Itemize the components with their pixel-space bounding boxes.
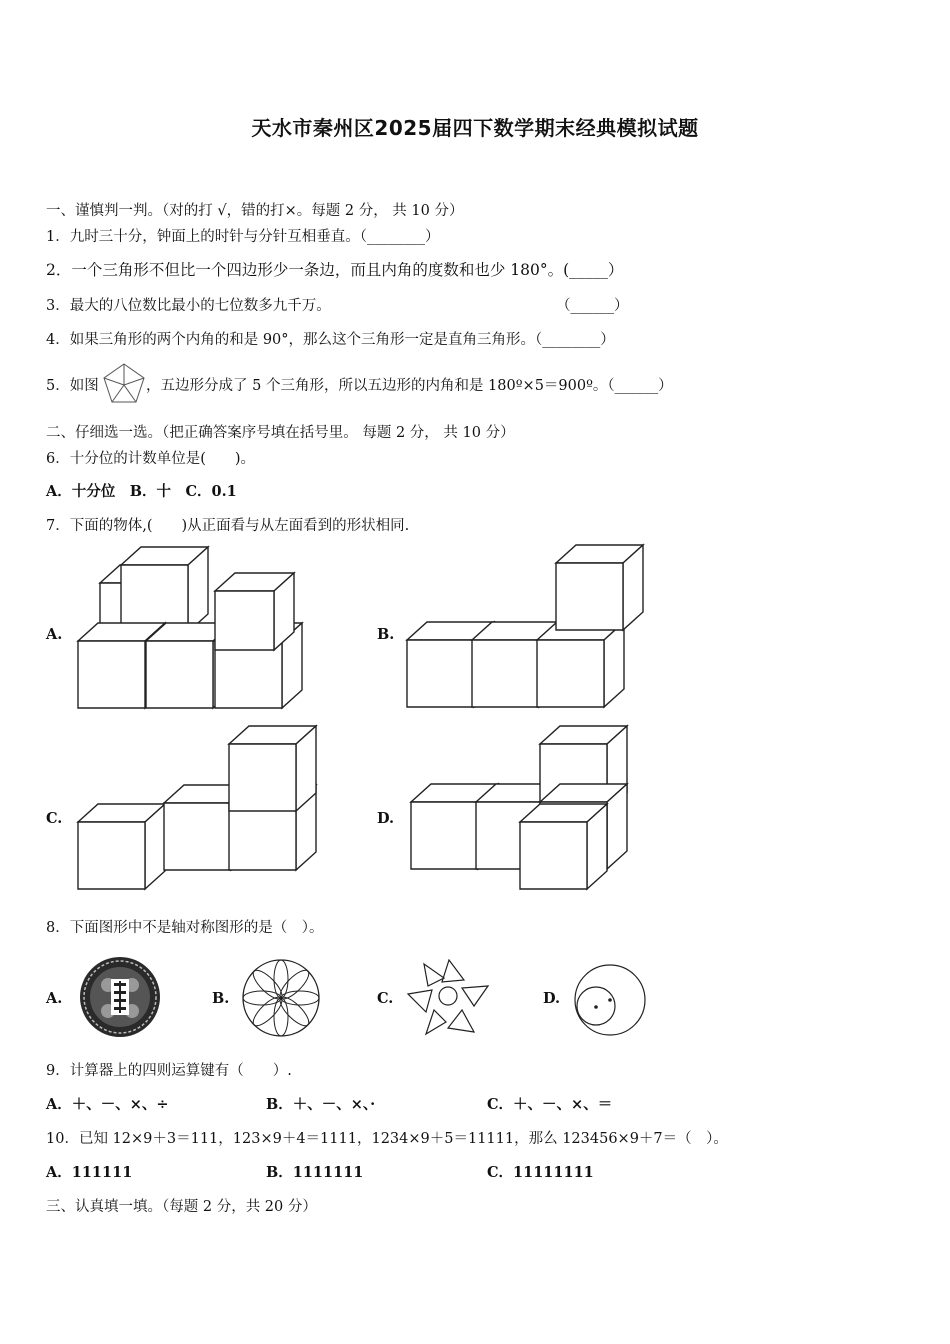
fig-a-cube-3-front [215,641,282,708]
q7-label-c: C. [46,810,63,827]
question-2: 2．一个三角形不但比一个四边形少一条边，而且内角的度数和也少 180°。(_____） [46,261,624,279]
fig-b-cube-3-front [537,640,604,707]
section3-header: 三、认真填一填。（每题 2 分，共 20 分） [46,1199,317,1215]
q7-label-a: A. [46,626,63,643]
q10-option-c: C．11111111 [487,1164,594,1181]
fig-c-cube-1-front [78,822,145,889]
q10-option-b: B．1111111 [266,1164,364,1181]
q9-option-c: C．＋、－、×、＝ [487,1096,613,1113]
fig-a-cube-1-front [78,641,145,708]
flower-circle-figure [241,958,321,1038]
question-3-blank: （______） [556,298,629,314]
q9-option-a: A．＋、－、×、÷ [46,1096,169,1113]
question-8: 8．下面图形中不是轴对称图形的是（ ）。 [46,920,324,936]
fig-a-cube-2-front [146,641,213,708]
question-4: 4．如果三角形的两个内角的和是 90°，那么这个三角形一定是直角三角形。（________） [46,332,615,348]
fig-c-top-front [229,744,296,811]
section2-header: 二、仔细选一选。（把正确答案序号填在括号里。 每题 2 分， 共 10 分） [46,425,515,441]
q8-label-a: A. [46,990,63,1007]
question-9: 9．计算器上的四则运算键有（ ）. [46,1063,292,1079]
question-5-suffix: ，五边形分成了 5 个三角形，所以五边形的内角和是 180º×5＝900º。（______） [146,378,673,394]
page-title: 天水市秦州区2025届四下数学期末经典模拟试题 [251,116,699,140]
q8-label-d: D. [543,990,561,1007]
q8-label-c: C. [377,990,394,1007]
q7-label-d: D. [377,810,395,827]
q9-option-b: B．＋、－、×、· [266,1096,376,1113]
fig-b-cube-2-front [472,640,539,707]
question-10: 10．已知 12×9＋3＝111，123×9＋4＝1111，1234×9＋5＝11111，那么 123456×9＋7＝（ ）。 [46,1131,728,1147]
fig-b-top-front [556,563,623,630]
question-3: 3．最大的八位数比最小的七位数多九千万。 [46,298,331,314]
fig-a-top-front [215,591,274,650]
fig-c-cube-3-front [229,803,296,870]
question-5-prefix: 5．如图 [46,378,99,394]
fig-d-cube-1-front [411,802,478,869]
fig-b-cube-1-front [407,640,474,707]
pinwheel-figure [404,958,494,1038]
fig-a-back-2-front [121,565,188,632]
question-6: 6．十分位的计数单位是( )。 [46,451,256,467]
question-6-options: A．十分位 B．十 C．0.1 [46,483,237,500]
fig-c-cube-2-front [164,803,231,870]
circles-figure [570,962,650,1042]
question-1: 1．九时三十分，钟面上的时针与分针互相垂直。（________） [46,229,440,245]
question-7: 7．下面的物体,( )从正面看与从左面看到的形状相同. [46,518,410,534]
paper-cut-emblem-figure [78,955,162,1039]
q8-label-b: B. [212,990,230,1007]
q7-label-b: B. [377,626,395,643]
section1-header: 一、谨慎判一判。（对的打 √，错的打×。每题 2 分， 共 10 分） [46,203,464,219]
fig-d-front-front [520,822,587,889]
q10-option-a: A．111111 [46,1164,133,1181]
